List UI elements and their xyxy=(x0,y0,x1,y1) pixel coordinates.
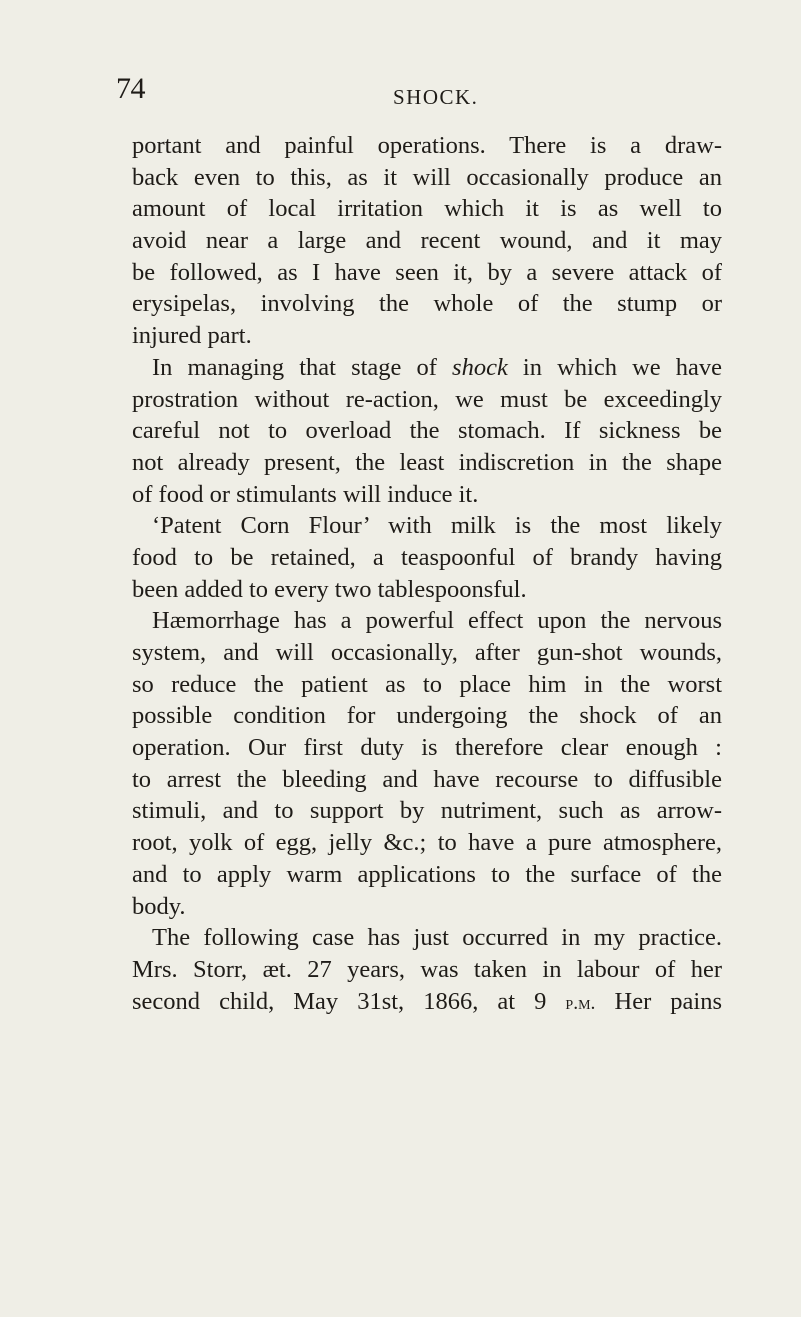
text-line: food to be retained, a teaspoonful of brandy having xyxy=(132,543,722,571)
text-line: careful not to overload the stomach. If sickness be xyxy=(132,417,722,445)
text-line: ‘Patent Corn Flour’ with milk is the most likely xyxy=(152,512,722,540)
text-segment: in which we have xyxy=(507,353,722,381)
text-line: root, yolk of egg, jelly &c.; to have a pure atmosphere, xyxy=(132,829,722,857)
text-line: so reduce the patient as to place him in the worst xyxy=(132,670,722,698)
text-line: portant and painful operations. There is a draw- xyxy=(132,132,722,159)
text-line: Mrs. Storr, æt. 27 years, was taken in labour of her xyxy=(132,955,722,983)
text-line: and to apply warm applications to the surface of the xyxy=(132,860,722,888)
text-line: The following case has just occurred in my practice. xyxy=(152,924,722,952)
text-line: erysipelas, involving the whole of the stump or xyxy=(132,290,722,318)
text-line: body. xyxy=(132,892,186,920)
italic-term: shock xyxy=(452,353,508,381)
text-line: stimuli, and to support by nutriment, such as arrow- xyxy=(132,797,722,825)
text-line: avoid near a large and recent wound, and it may xyxy=(132,227,722,255)
text-line: been added to every two tablespoonsful. xyxy=(132,575,527,603)
text-line: prostration without re-action, we must be exceedingly xyxy=(132,385,722,413)
text-line: back even to this, as it will occasionally produce an xyxy=(132,163,722,191)
page-number: 74 xyxy=(116,72,145,105)
body-text xyxy=(132,130,722,1017)
text-line xyxy=(132,352,722,384)
small-caps-term: p.m. xyxy=(565,992,596,1014)
running-head: SHOCK. xyxy=(393,85,479,109)
text-segment: second child, May 31st, 1866, at 9 xyxy=(132,987,566,1015)
text-line: be followed, as I have seen it, by a severe attack of xyxy=(132,258,722,286)
text-line: operation. Our first duty is therefore clear enough : xyxy=(132,734,722,762)
text-line: Hæmorrhage has a powerful effect upon the nervous xyxy=(152,607,722,635)
text-segment: In managing that stage of xyxy=(152,353,453,381)
text-line: system, and will occasionally, after gun-shot wounds, xyxy=(132,639,722,666)
text-line: amount of local irritation which it is as well to xyxy=(132,195,722,223)
text-line: of food or stimulants will induce it. xyxy=(132,480,479,508)
text-line: injured part. xyxy=(132,322,252,350)
text-line: possible condition for undergoing the shock of an xyxy=(132,702,722,730)
text-segment: Her pains xyxy=(595,987,722,1015)
text-line: to arrest the bleeding and have recourse to diffusible xyxy=(132,765,722,793)
text-line xyxy=(132,986,722,1018)
text-line: not already present, the least indiscretion in the shape xyxy=(132,448,722,476)
